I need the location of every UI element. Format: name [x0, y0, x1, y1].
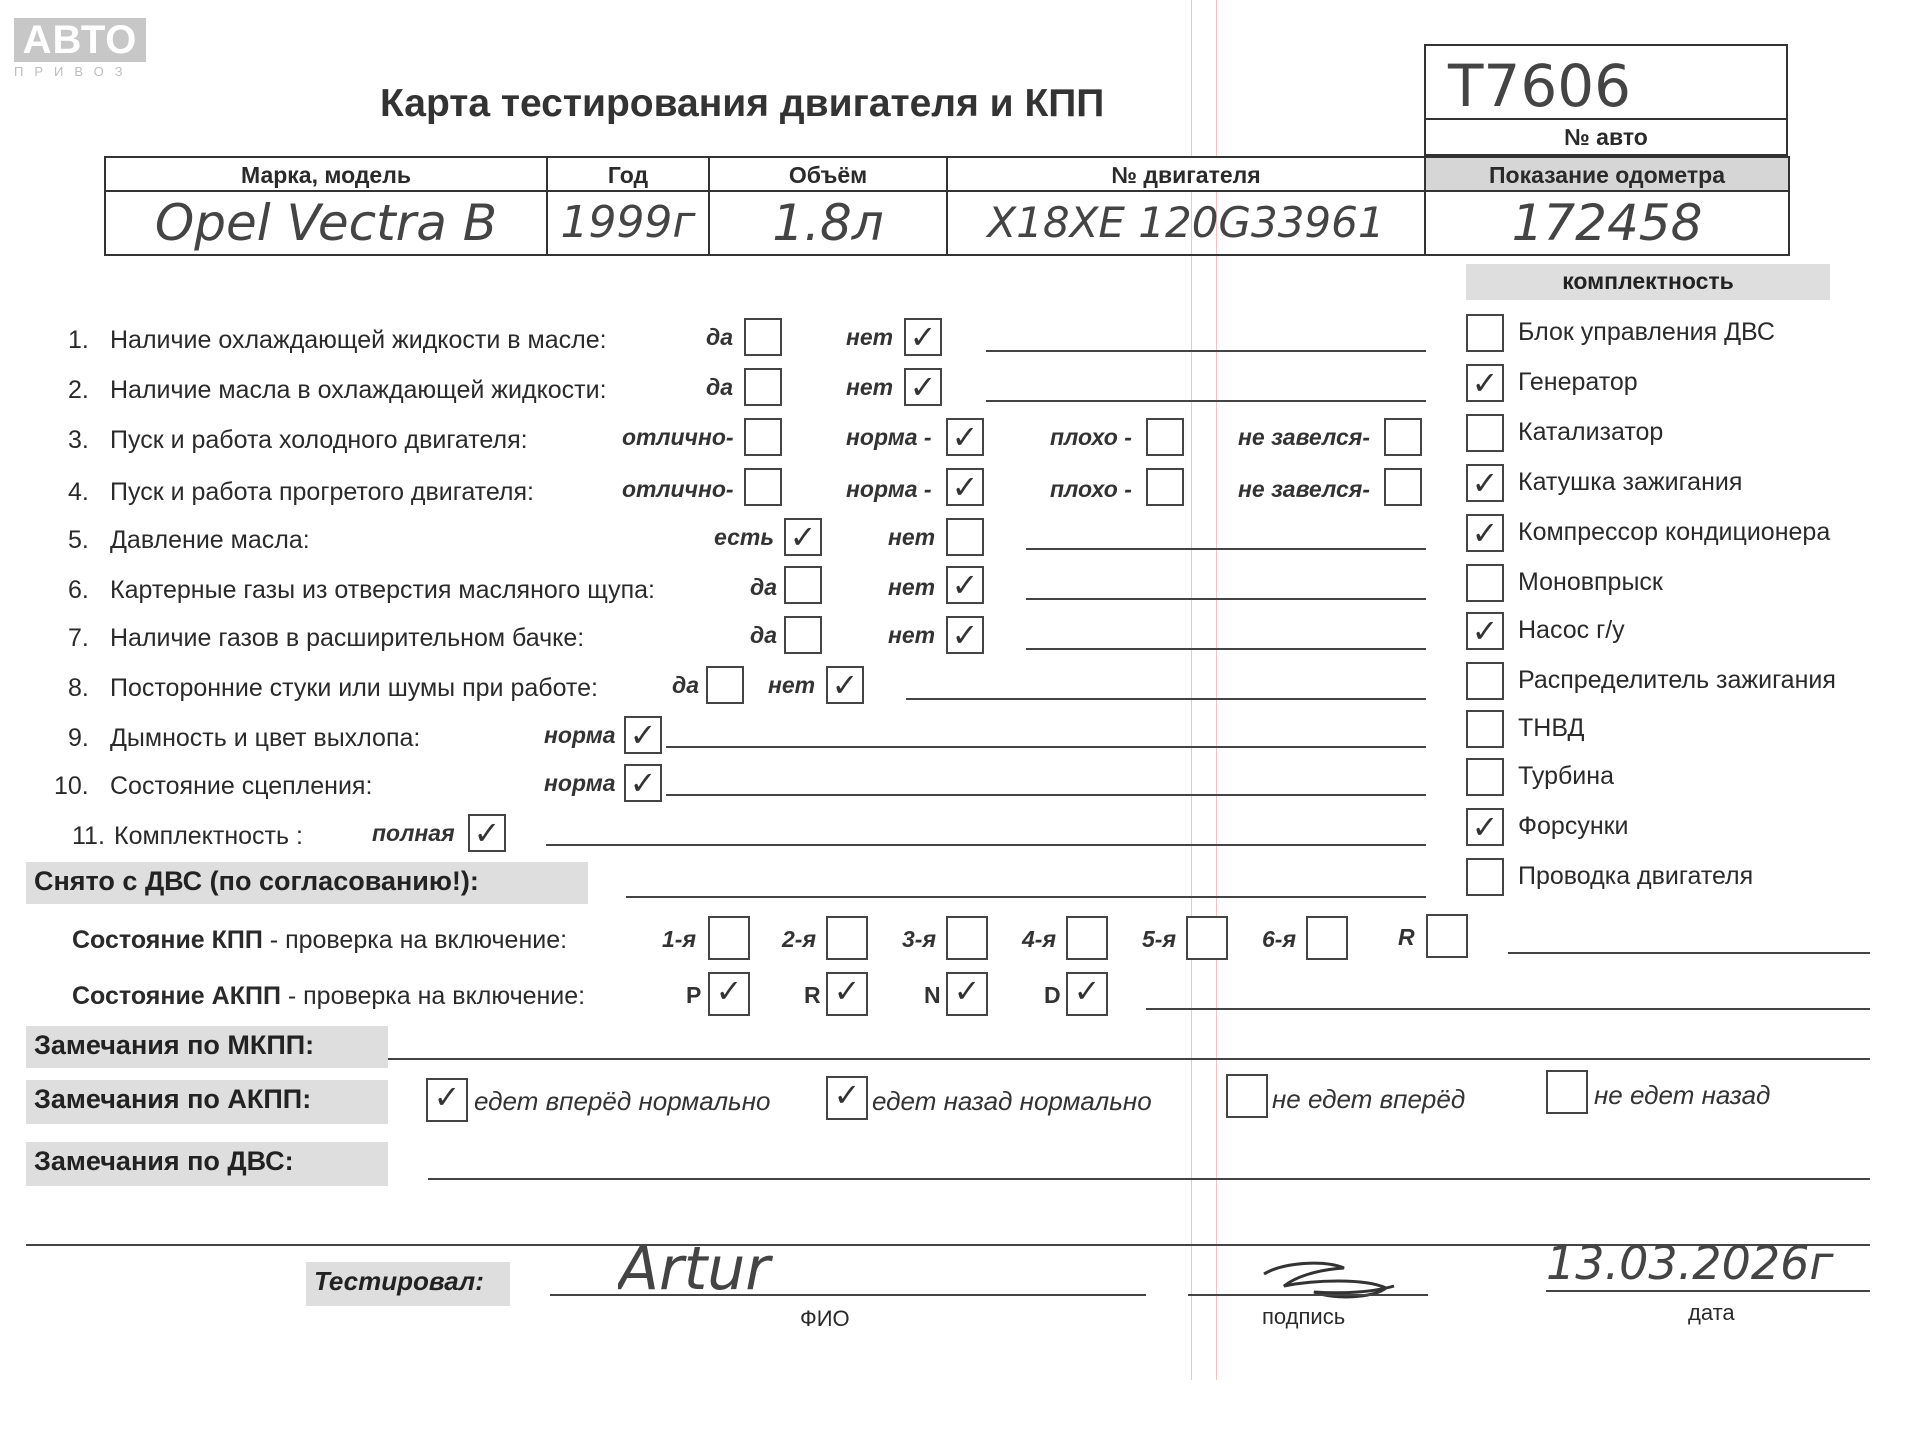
kit-label-10: Турбина: [1518, 762, 1614, 790]
q8-number: 8.: [68, 674, 89, 702]
date-value: 13.03.2026г: [1546, 1236, 1834, 1290]
kit-label-9: ТНВД: [1518, 714, 1585, 742]
q6-checkbox-b[interactable]: ✓: [946, 566, 984, 604]
kit-checkbox-2[interactable]: ✓: [1466, 364, 1504, 402]
volume-label: Объём: [710, 158, 946, 192]
kit-checkbox-3[interactable]: [1466, 414, 1504, 452]
kpp-gear-6: 6-я: [1262, 926, 1296, 952]
kit-checkbox-6[interactable]: [1466, 564, 1504, 602]
kit-label-7: Насос г/у: [1518, 616, 1625, 644]
kpp-checkbox-4[interactable]: [1066, 916, 1108, 960]
q5-note-line: [1026, 548, 1426, 550]
date-line: [1546, 1290, 1870, 1292]
q10-number: 10.: [54, 772, 89, 800]
kpp-gear-r: R: [1398, 924, 1415, 950]
q3-option-c: плохо -: [1050, 424, 1132, 450]
akpp-label-bold: Состояние АКПП: [72, 982, 281, 1010]
page-title: Карта тестирования двигателя и КПП: [380, 82, 1105, 125]
kpp-label: [72, 926, 567, 955]
remarks-mkpp-line: [388, 1058, 1870, 1060]
kpp-label-rest: - проверка на включение:: [262, 926, 568, 954]
akpp-no-forward-label: не едет вперёд: [1272, 1084, 1466, 1114]
kit-label-3: Катализатор: [1518, 418, 1664, 446]
q4-number: 4.: [68, 478, 89, 506]
q4-checkbox-a[interactable]: [744, 468, 782, 506]
akpp-label-rest: - проверка на включение:: [280, 982, 586, 1010]
q10-note-line: [666, 794, 1426, 796]
q1-text: Наличие охлаждающей жидкости в масле:: [110, 326, 607, 354]
q11-option-a: полная: [372, 820, 455, 846]
auto-number-label: № авто: [1426, 118, 1786, 154]
q1-number: 1.: [68, 326, 89, 354]
q11-checkbox-a[interactable]: ✓: [468, 814, 506, 852]
q3-checkbox-b[interactable]: ✓: [946, 418, 984, 456]
akpp-mode-r: R: [804, 982, 821, 1008]
kit-title: комплектность: [1466, 264, 1830, 300]
q7-checkbox-a[interactable]: [784, 616, 822, 654]
kit-checkbox-1[interactable]: [1466, 314, 1504, 352]
akpp-note-line: [1146, 1008, 1870, 1010]
vehicle-header-table: [104, 156, 1790, 256]
q8-text: Посторонние стуки или шумы при работе:: [110, 674, 598, 702]
kit-checkbox-7[interactable]: ✓: [1466, 612, 1504, 650]
q2-checkbox-a[interactable]: [744, 368, 782, 406]
q5-option-a: есть: [714, 524, 774, 550]
q5-option-b: нет: [888, 524, 936, 550]
akpp-checkbox-d[interactable]: ✓: [1066, 972, 1108, 1016]
logo-main: АВТО: [14, 18, 146, 62]
q8-checkbox-b[interactable]: ✓: [826, 666, 864, 704]
brand-label: Марка, модель: [106, 158, 546, 192]
q3-option-d: не завелся-: [1238, 424, 1370, 450]
kpp-note-line: [1508, 952, 1870, 954]
q3-checkbox-d[interactable]: [1384, 418, 1422, 456]
date-label: дата: [1688, 1300, 1735, 1325]
akpp-mode-d: D: [1044, 982, 1061, 1008]
kit-label-12: Проводка двигателя: [1518, 862, 1754, 890]
q4-option-a: отлично-: [622, 476, 734, 502]
q8-option-a: да: [672, 672, 700, 698]
year-cell: [548, 158, 710, 254]
q9-number: 9.: [68, 724, 89, 752]
kpp-checkbox-r[interactable]: [1426, 914, 1468, 958]
q3-text: Пуск и работа холодного двигателя:: [110, 426, 528, 454]
akpp-checkbox-p[interactable]: ✓: [708, 972, 750, 1016]
fio-label: ФИО: [800, 1306, 850, 1331]
q7-number: 7.: [68, 624, 89, 652]
signature-graphic: [1254, 1256, 1404, 1306]
q2-note-line: [986, 400, 1426, 402]
remarks-dvs-label: Замечания по ДВС:: [26, 1142, 388, 1186]
q6-note-line: [1026, 598, 1426, 600]
q9-option-a: норма: [544, 722, 616, 748]
q8-note-line: [906, 698, 1426, 700]
akpp-no-forward-checkbox[interactable]: [1226, 1074, 1268, 1118]
q7-option-b: нет: [888, 622, 936, 648]
akpp-forward-ok-label: едет вперёд нормально: [474, 1086, 771, 1116]
auto-number-value: T7606: [1448, 52, 1632, 120]
kpp-gear-4: 4-я: [1022, 926, 1056, 952]
q1-note-line: [986, 350, 1426, 352]
q8-option-b: нет: [768, 672, 816, 698]
q11-number: 11.: [72, 822, 105, 850]
engine-label: № двигателя: [948, 158, 1424, 192]
q6-text: Картерные газы из отверстия масляного щупа:: [110, 576, 655, 604]
year-value: 1999г: [560, 197, 696, 248]
brand-value: Opel Vectra B: [154, 194, 498, 252]
q1-option-b: нет: [846, 324, 894, 350]
odometer-value: 172458: [1511, 194, 1703, 252]
q2-option-b: нет: [846, 374, 894, 400]
kit-checkbox-11[interactable]: ✓: [1466, 808, 1504, 846]
q4-checkbox-b[interactable]: ✓: [946, 468, 984, 506]
logo: [14, 18, 146, 79]
kit-checkbox-5[interactable]: ✓: [1466, 514, 1504, 552]
q9-note-line: [666, 746, 1426, 748]
q4-text: Пуск и работа прогретого двигателя:: [110, 478, 534, 506]
volume-value: 1.8л: [772, 194, 884, 252]
q3-number: 3.: [68, 426, 89, 454]
q4-option-d: не завелся-: [1238, 476, 1370, 502]
kpp-checkbox-6[interactable]: [1306, 916, 1348, 960]
q6-option-a: да: [750, 574, 778, 600]
q4-checkbox-c[interactable]: [1146, 468, 1184, 506]
remarks-akpp-label: Замечания по АКПП:: [26, 1080, 388, 1124]
q4-checkbox-d[interactable]: [1384, 468, 1422, 506]
kpp-label-bold: Состояние КПП: [72, 926, 263, 954]
kit-label-11: Форсунки: [1518, 812, 1629, 840]
q10-text: Состояние сцепления:: [110, 772, 373, 800]
q4-option-b: норма -: [846, 476, 932, 502]
kit-label-4: Катушка зажигания: [1518, 468, 1743, 496]
brand-cell: [106, 158, 548, 254]
remarks-mkpp-label: Замечания по МКПП:: [26, 1026, 388, 1068]
kpp-gear-3: 3-я: [902, 926, 936, 952]
q10-checkbox-a[interactable]: ✓: [624, 764, 662, 802]
q1-checkbox-a[interactable]: [744, 318, 782, 356]
q7-option-a: да: [750, 622, 778, 648]
volume-cell: [710, 158, 948, 254]
q6-number: 6.: [68, 576, 89, 604]
tested-by-label: Тестировал:: [306, 1262, 510, 1306]
q6-checkbox-a[interactable]: [784, 566, 822, 604]
kpp-gear-1: 1-я: [662, 926, 696, 952]
q5-checkbox-a[interactable]: ✓: [784, 518, 822, 556]
q5-checkbox-b[interactable]: [946, 518, 984, 556]
q9-checkbox-a[interactable]: ✓: [624, 716, 662, 754]
removed-note-line: [626, 896, 1426, 898]
q3-option-b: норма -: [846, 424, 932, 450]
q3-option-a: отлично-: [622, 424, 734, 450]
signature-label: подпись: [1262, 1304, 1346, 1329]
signature-stroke: [1264, 1263, 1394, 1297]
odometer-cell: [1426, 158, 1788, 254]
akpp-no-backward-label: не едет назад: [1594, 1080, 1771, 1110]
q9-text: Дымность и цвет выхлопа:: [110, 724, 421, 752]
year-label: Год: [548, 158, 708, 192]
q4-option-c: плохо -: [1050, 476, 1132, 502]
logo-sub: ПРИВОЗ: [14, 64, 134, 79]
akpp-backward-ok-label: едет назад нормально: [872, 1086, 1152, 1116]
kit-label-5: Компрессор кондиционера: [1518, 518, 1831, 546]
q6-option-b: нет: [888, 574, 936, 600]
akpp-backward-ok-checkbox[interactable]: ✓: [826, 1076, 868, 1120]
kit-checkbox-10[interactable]: [1466, 758, 1504, 796]
engine-value: X18XE 120G33961: [987, 198, 1385, 247]
q3-checkbox-c[interactable]: [1146, 418, 1184, 456]
akpp-label: [72, 982, 585, 1011]
kpp-checkbox-3[interactable]: [946, 916, 988, 960]
akpp-forward-ok-checkbox[interactable]: ✓: [426, 1078, 468, 1122]
kpp-checkbox-2[interactable]: [826, 916, 868, 960]
q11-text: Комплектность :: [114, 822, 303, 850]
kit-label-8: Распределитель зажигания: [1518, 666, 1836, 694]
akpp-no-backward-checkbox[interactable]: [1546, 1070, 1588, 1114]
q10-option-a: норма: [544, 770, 616, 796]
auto-number-box: [1424, 44, 1788, 156]
q7-text: Наличие газов в расширительном бачке:: [110, 624, 585, 652]
removed-label: Снято с ДВС (по согласованию!):: [26, 862, 588, 904]
q1-checkbox-b[interactable]: ✓: [904, 318, 942, 356]
remarks-dvs-line: [428, 1178, 1870, 1180]
q1-option-a: да: [706, 324, 734, 350]
kpp-checkbox-5[interactable]: [1186, 916, 1228, 960]
q7-checkbox-b[interactable]: ✓: [946, 616, 984, 654]
q5-number: 5.: [68, 526, 89, 554]
kpp-gear-5: 5-я: [1142, 926, 1176, 952]
q5-text: Давление масла:: [110, 526, 310, 554]
signature-line: [1188, 1294, 1428, 1296]
akpp-checkbox-r[interactable]: ✓: [826, 972, 868, 1016]
tester-name: Artur: [618, 1238, 770, 1300]
kit-label-2: Генератор: [1518, 368, 1638, 396]
kit-checkbox-9[interactable]: [1466, 710, 1504, 748]
kit-checkbox-12[interactable]: [1466, 858, 1504, 896]
q2-text: Наличие масла в охлаждающей жидкости:: [110, 376, 607, 404]
q11-note-line: [546, 844, 1426, 846]
engine-cell: [948, 158, 1426, 254]
akpp-mode-n: N: [924, 982, 941, 1008]
kit-checkbox-8[interactable]: [1466, 662, 1504, 700]
q7-note-line: [1026, 648, 1426, 650]
odometer-label: Показание одометра: [1426, 158, 1788, 192]
kit-label-1: Блок управления ДВС: [1518, 318, 1775, 346]
kpp-gear-2: 2-я: [782, 926, 816, 952]
q2-number: 2.: [68, 376, 89, 404]
kit-label-6: Моновпрыск: [1518, 568, 1663, 596]
kit-checkbox-4[interactable]: ✓: [1466, 464, 1504, 502]
akpp-mode-p: P: [686, 982, 702, 1008]
q8-checkbox-a[interactable]: [706, 666, 744, 704]
q2-option-a: да: [706, 374, 734, 400]
q2-checkbox-b[interactable]: ✓: [904, 368, 942, 406]
kpp-checkbox-1[interactable]: [708, 916, 750, 960]
q3-checkbox-a[interactable]: [744, 418, 782, 456]
fio-line: [550, 1294, 1146, 1296]
akpp-checkbox-n[interactable]: ✓: [946, 972, 988, 1016]
